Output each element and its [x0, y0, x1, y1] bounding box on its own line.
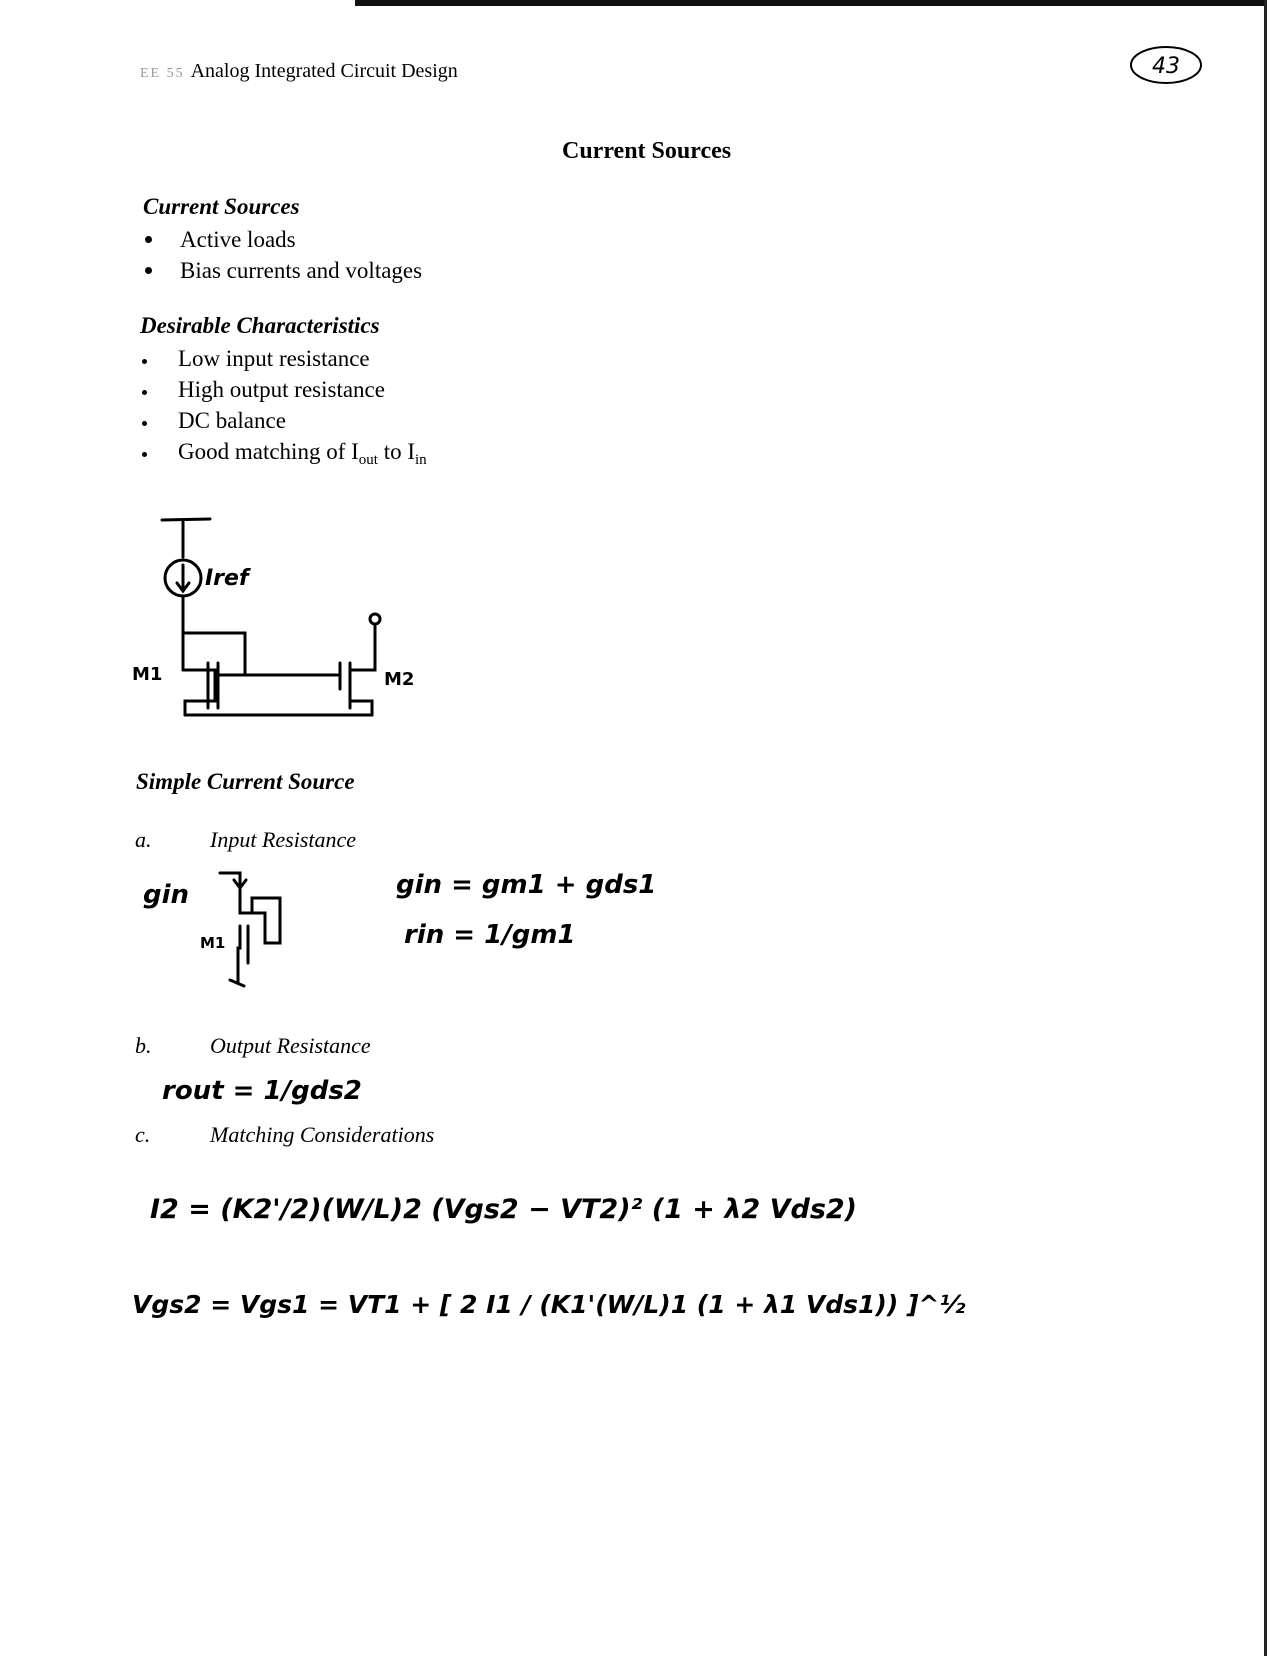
- section-heading-simple-current-source: Simple Current Source: [136, 769, 355, 794]
- rin-equation: rin = 1/gm1: [404, 920, 576, 950]
- m1-sketch-label: M1: [200, 934, 226, 952]
- m2-label: M2: [384, 669, 415, 690]
- input-resistance-sketch: [140, 868, 330, 993]
- page-number: [1128, 44, 1204, 86]
- gin-equation: gin = gm1 + gds1: [396, 870, 657, 900]
- course-header: [140, 60, 458, 83]
- page-title: Current Sources: [562, 138, 732, 164]
- output-resistance-heading: Output Resistance: [210, 1033, 371, 1058]
- input-resistance-heading: Input Resistance: [210, 827, 357, 852]
- page-number-text: 43: [1152, 54, 1180, 79]
- current-mirror-schematic: [132, 505, 440, 740]
- right-border-rule: [1264, 0, 1267, 1656]
- matching-considerations-heading: Matching Considerations: [210, 1122, 435, 1147]
- list-item: Active loads: [140, 224, 422, 255]
- course-name: Analog Integrated Circuit Design: [190, 60, 458, 82]
- item-b-letter: b.: [135, 1033, 152, 1058]
- m1-label: M1: [132, 664, 163, 685]
- current-sources-list: [140, 224, 422, 286]
- course-code: EE 55: [140, 66, 185, 81]
- section-heading-desirable-characteristics: Desirable Characteristics: [140, 313, 380, 338]
- page-number-circle: [1128, 44, 1204, 86]
- list-item: Good matching of $I_{out}$ to $I_{in}$: [138, 436, 427, 467]
- list-item: DC balance: [138, 405, 427, 436]
- list-item: Bias currents and voltages: [140, 255, 422, 286]
- characteristics-list: [138, 343, 427, 467]
- vgs-equation: Vgs2 = Vgs1 = VT1 + [ 2 I1 / (K1'(W/L)1 (1 + λ1 Vds1)) ]^½: [132, 1290, 966, 1319]
- section-heading-current-sources: Current Sources: [143, 194, 300, 219]
- list-item: High output resistance: [138, 374, 427, 405]
- item-a-letter: a.: [135, 827, 152, 852]
- list-item: Low input resistance: [138, 343, 427, 374]
- i2-equation: I2 = (K2'/2)(W/L)2 (Vgs2 − VT2)² (1 + λ2 Vds2): [150, 1194, 858, 1225]
- gin-label: gin: [143, 880, 190, 910]
- iref-label: Iref: [205, 566, 249, 591]
- top-border-rule: [355, 0, 1265, 6]
- rout-equation: rout = 1/gds2: [162, 1076, 362, 1106]
- item-c-letter: c.: [135, 1122, 151, 1147]
